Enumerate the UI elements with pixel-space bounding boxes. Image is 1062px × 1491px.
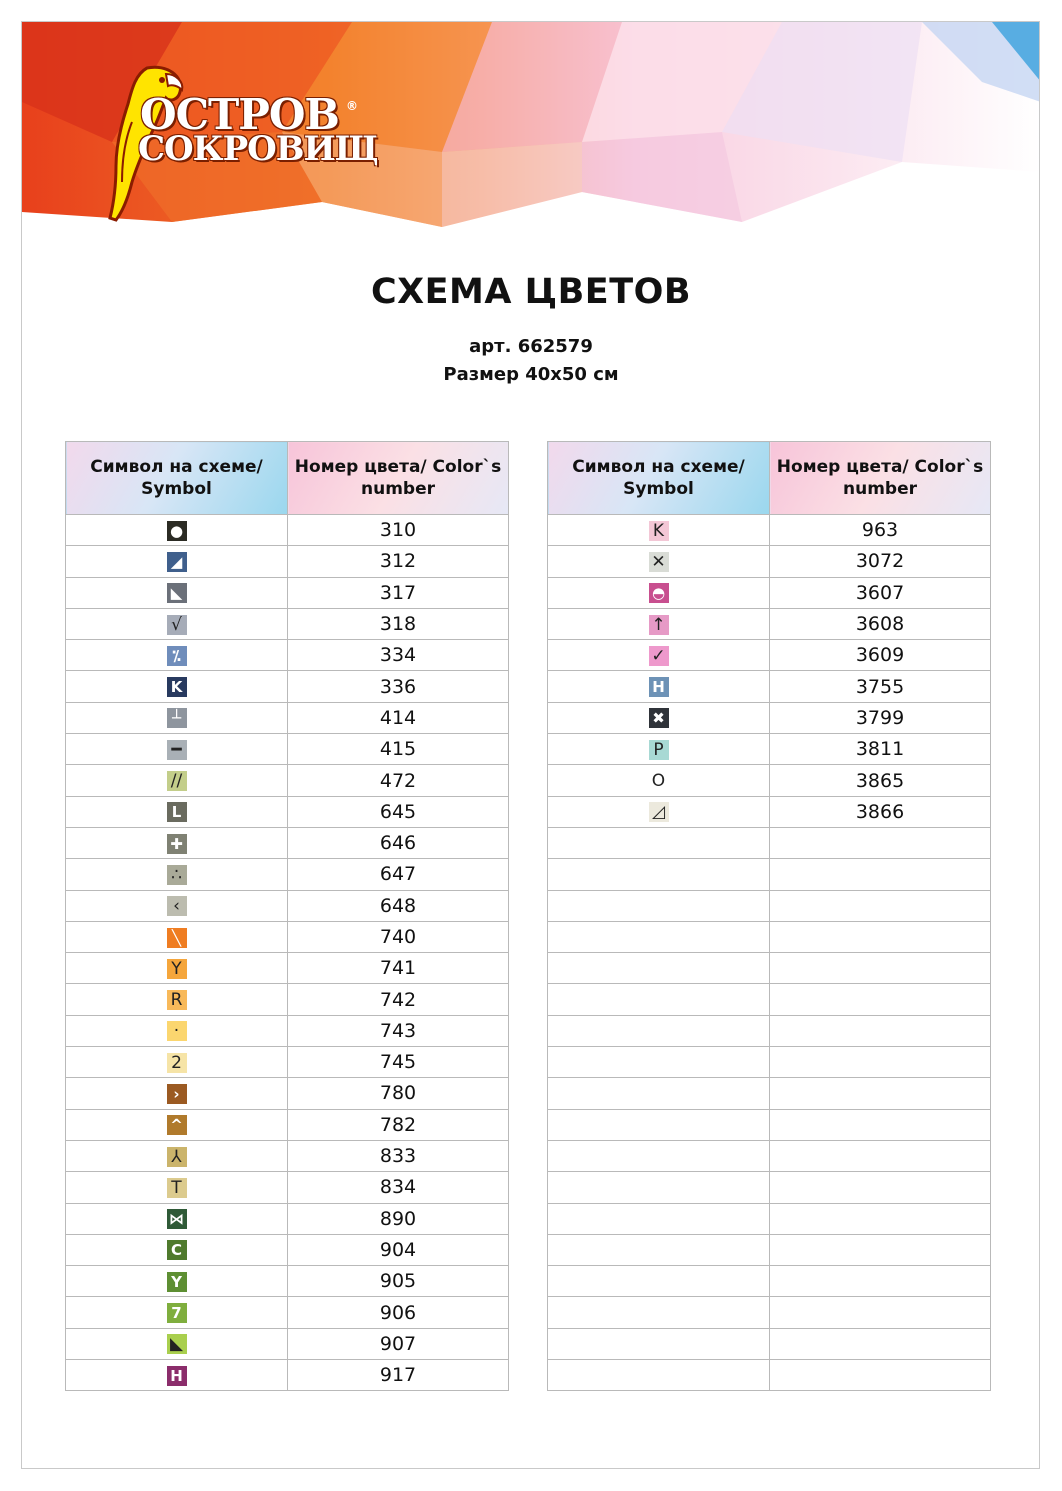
empty-cell bbox=[770, 984, 991, 1015]
symbol-cell bbox=[548, 640, 770, 671]
color-number: 740 bbox=[288, 921, 509, 952]
color-number: 907 bbox=[288, 1328, 509, 1359]
table-row bbox=[548, 734, 991, 765]
symbol-swatch: ✕ bbox=[649, 552, 669, 572]
color-number: 906 bbox=[288, 1297, 509, 1328]
empty-row bbox=[548, 1109, 991, 1140]
empty-cell bbox=[770, 1047, 991, 1078]
table-row bbox=[66, 1109, 509, 1140]
table-row bbox=[66, 546, 509, 577]
table-row bbox=[548, 640, 991, 671]
empty-row bbox=[548, 921, 991, 952]
color-number: 310 bbox=[288, 515, 509, 546]
symbol-swatch: ◓ bbox=[649, 583, 669, 603]
color-number: 472 bbox=[288, 765, 509, 796]
empty-cell bbox=[770, 1203, 991, 1234]
empty-cell bbox=[548, 859, 770, 890]
color-number: 890 bbox=[288, 1203, 509, 1234]
empty-row bbox=[548, 1015, 991, 1046]
empty-cell bbox=[548, 1328, 770, 1359]
color-number: 647 bbox=[288, 859, 509, 890]
empty-cell bbox=[548, 1015, 770, 1046]
symbol-swatch: ◣ bbox=[167, 583, 187, 603]
symbol-cell bbox=[548, 546, 770, 577]
symbol-cell bbox=[66, 671, 288, 702]
table-row bbox=[66, 921, 509, 952]
table-row bbox=[66, 1203, 509, 1234]
empty-cell bbox=[548, 890, 770, 921]
color-number: 414 bbox=[288, 702, 509, 733]
empty-cell bbox=[770, 921, 991, 952]
color-number: 780 bbox=[288, 1078, 509, 1109]
symbol-cell bbox=[66, 1140, 288, 1171]
brand-logo bbox=[138, 90, 378, 169]
table-row bbox=[66, 734, 509, 765]
symbol-cell bbox=[66, 515, 288, 546]
color-number: 415 bbox=[288, 734, 509, 765]
color-number: 3755 bbox=[770, 671, 991, 702]
table-row bbox=[66, 1140, 509, 1171]
empty-cell bbox=[548, 1140, 770, 1171]
table-row bbox=[66, 1047, 509, 1078]
article-number: арт. 662579 bbox=[469, 336, 593, 357]
empty-cell bbox=[548, 1203, 770, 1234]
empty-cell bbox=[548, 953, 770, 984]
symbol-swatch: ⅄ bbox=[167, 1147, 187, 1167]
empty-cell bbox=[770, 1109, 991, 1140]
table-row bbox=[548, 702, 991, 733]
symbol-swatch: ● bbox=[167, 521, 187, 541]
symbol-swatch: Y bbox=[167, 1272, 187, 1292]
table-row bbox=[66, 515, 509, 546]
color-number: 833 bbox=[288, 1140, 509, 1171]
symbol-swatch: H bbox=[167, 1366, 187, 1386]
empty-cell bbox=[770, 890, 991, 921]
color-number: 782 bbox=[288, 1109, 509, 1140]
color-number: 741 bbox=[288, 953, 509, 984]
symbol-swatch: ✓ bbox=[649, 646, 669, 666]
color-number: 917 bbox=[288, 1360, 509, 1391]
symbol-swatch: O bbox=[649, 771, 669, 791]
table-header-row bbox=[66, 442, 509, 515]
empty-cell bbox=[770, 1297, 991, 1328]
symbol-swatch: ━ bbox=[167, 740, 187, 760]
table-row bbox=[66, 1234, 509, 1265]
empty-cell bbox=[770, 1140, 991, 1171]
page-title: СХЕМА ЦВЕТОВ bbox=[370, 272, 692, 312]
symbol-cell bbox=[548, 796, 770, 827]
table-header-row bbox=[548, 442, 991, 515]
table-row bbox=[548, 515, 991, 546]
table-row bbox=[66, 577, 509, 608]
symbol-swatch: 2 bbox=[167, 1053, 187, 1073]
symbol-cell bbox=[66, 546, 288, 577]
color-number: 745 bbox=[288, 1047, 509, 1078]
symbol-swatch: ┴ bbox=[167, 708, 187, 728]
empty-row bbox=[548, 1172, 991, 1203]
symbol-swatch: L bbox=[167, 802, 187, 822]
symbol-cell bbox=[66, 734, 288, 765]
color-number: 3608 bbox=[770, 608, 991, 639]
color-table-right bbox=[547, 441, 991, 1391]
symbol-swatch: H bbox=[649, 677, 669, 697]
table-row bbox=[548, 608, 991, 639]
empty-cell bbox=[770, 1172, 991, 1203]
empty-row bbox=[548, 1360, 991, 1391]
symbol-cell bbox=[66, 1078, 288, 1109]
empty-row bbox=[548, 890, 991, 921]
symbol-cell bbox=[66, 765, 288, 796]
table-row bbox=[66, 640, 509, 671]
symbol-swatch: T bbox=[167, 1178, 187, 1198]
color-table-left bbox=[65, 441, 509, 1391]
header-number: Номер цвета/ Color`s number bbox=[288, 442, 509, 515]
symbol-cell bbox=[66, 1297, 288, 1328]
symbol-cell bbox=[66, 1360, 288, 1391]
symbol-swatch: K bbox=[167, 677, 187, 697]
table-row bbox=[66, 608, 509, 639]
symbol-swatch: C bbox=[167, 1240, 187, 1260]
symbol-swatch: 7 bbox=[167, 1303, 187, 1323]
color-number: 742 bbox=[288, 984, 509, 1015]
empty-cell bbox=[548, 827, 770, 858]
empty-cell bbox=[548, 984, 770, 1015]
symbol-swatch: › bbox=[167, 1084, 187, 1104]
empty-cell bbox=[548, 1078, 770, 1109]
table-row bbox=[548, 546, 991, 577]
symbol-swatch: ↑ bbox=[649, 615, 669, 635]
symbol-swatch: ◣ bbox=[167, 1334, 187, 1354]
symbol-cell bbox=[66, 577, 288, 608]
table-row bbox=[66, 1172, 509, 1203]
color-number: 645 bbox=[288, 796, 509, 827]
color-number: 336 bbox=[288, 671, 509, 702]
symbol-cell bbox=[548, 765, 770, 796]
color-number: 963 bbox=[770, 515, 991, 546]
empty-cell bbox=[770, 827, 991, 858]
symbol-swatch: // bbox=[167, 771, 187, 791]
table-row bbox=[66, 1328, 509, 1359]
empty-cell bbox=[548, 1234, 770, 1265]
symbol-swatch: Y bbox=[167, 959, 187, 979]
color-number: 3811 bbox=[770, 734, 991, 765]
symbol-swatch: ∴ bbox=[167, 865, 187, 885]
symbol-cell bbox=[66, 859, 288, 890]
symbol-cell bbox=[66, 953, 288, 984]
table-row bbox=[548, 577, 991, 608]
empty-cell bbox=[770, 1015, 991, 1046]
table-row bbox=[548, 765, 991, 796]
brand-line-2: СОКРОВИЩ bbox=[138, 129, 378, 169]
color-number: 904 bbox=[288, 1234, 509, 1265]
empty-cell bbox=[770, 1360, 991, 1391]
color-number: 834 bbox=[288, 1172, 509, 1203]
color-number: 3799 bbox=[770, 702, 991, 733]
empty-cell bbox=[770, 1266, 991, 1297]
table-row bbox=[66, 765, 509, 796]
empty-row bbox=[548, 827, 991, 858]
color-number: 646 bbox=[288, 827, 509, 858]
empty-row bbox=[548, 1047, 991, 1078]
empty-cell bbox=[770, 1328, 991, 1359]
table-row bbox=[66, 859, 509, 890]
empty-cell bbox=[548, 1109, 770, 1140]
symbol-cell bbox=[66, 1203, 288, 1234]
symbol-swatch: ✚ bbox=[167, 834, 187, 854]
color-number: 334 bbox=[288, 640, 509, 671]
table-row bbox=[66, 671, 509, 702]
symbol-cell bbox=[66, 827, 288, 858]
symbol-cell bbox=[548, 515, 770, 546]
symbol-cell bbox=[66, 1172, 288, 1203]
symbol-swatch: R bbox=[167, 990, 187, 1010]
color-number: 3866 bbox=[770, 796, 991, 827]
symbol-swatch: ✖ bbox=[649, 708, 669, 728]
empty-cell bbox=[548, 1172, 770, 1203]
symbol-swatch: ╲ bbox=[167, 928, 187, 948]
empty-cell bbox=[548, 1266, 770, 1297]
registered-mark: ® bbox=[346, 99, 357, 113]
header-number: Номер цвета/ Color`s number bbox=[770, 442, 991, 515]
color-number: 3072 bbox=[770, 546, 991, 577]
empty-row bbox=[548, 984, 991, 1015]
table-row bbox=[66, 1360, 509, 1391]
symbol-cell bbox=[66, 1015, 288, 1046]
symbol-cell bbox=[548, 702, 770, 733]
symbol-swatch: ⁒ bbox=[167, 646, 187, 666]
symbol-swatch: ◿ bbox=[649, 802, 669, 822]
empty-cell bbox=[548, 1360, 770, 1391]
symbol-swatch: · bbox=[167, 1021, 187, 1041]
canvas-size: Размер 40х50 см bbox=[443, 364, 619, 385]
table-row bbox=[66, 984, 509, 1015]
symbol-swatch: ^ bbox=[167, 1115, 187, 1135]
empty-row bbox=[548, 1234, 991, 1265]
symbol-cell bbox=[66, 890, 288, 921]
table-row bbox=[66, 1297, 509, 1328]
symbol-cell bbox=[548, 734, 770, 765]
symbol-cell bbox=[66, 640, 288, 671]
color-number: 3865 bbox=[770, 765, 991, 796]
table-row bbox=[66, 827, 509, 858]
table-row bbox=[66, 953, 509, 984]
symbol-cell bbox=[66, 1266, 288, 1297]
symbol-cell bbox=[548, 577, 770, 608]
table-row bbox=[66, 702, 509, 733]
table-row bbox=[66, 1078, 509, 1109]
symbol-cell bbox=[548, 671, 770, 702]
empty-row bbox=[548, 953, 991, 984]
empty-cell bbox=[770, 1234, 991, 1265]
empty-row bbox=[548, 1328, 991, 1359]
empty-cell bbox=[770, 859, 991, 890]
table-row bbox=[548, 796, 991, 827]
table-row bbox=[66, 1266, 509, 1297]
symbol-swatch: P bbox=[649, 740, 669, 760]
empty-cell bbox=[548, 1047, 770, 1078]
symbol-cell bbox=[66, 1328, 288, 1359]
symbol-cell bbox=[66, 984, 288, 1015]
color-number: 648 bbox=[288, 890, 509, 921]
symbol-cell bbox=[66, 796, 288, 827]
symbol-cell bbox=[66, 1047, 288, 1078]
symbol-swatch: K bbox=[649, 521, 669, 541]
empty-cell bbox=[548, 1297, 770, 1328]
empty-row bbox=[548, 1203, 991, 1234]
table-row bbox=[66, 796, 509, 827]
color-number: 905 bbox=[288, 1266, 509, 1297]
empty-row bbox=[548, 1266, 991, 1297]
symbol-swatch: ‹ bbox=[167, 896, 187, 916]
symbol-cell bbox=[66, 1234, 288, 1265]
color-number: 743 bbox=[288, 1015, 509, 1046]
empty-row bbox=[548, 1297, 991, 1328]
brand-line-1: ОСТРОВ bbox=[140, 90, 339, 139]
header-symbol: Символ на схеме/ Symbol bbox=[66, 442, 288, 515]
empty-row bbox=[548, 1140, 991, 1171]
symbol-cell bbox=[66, 921, 288, 952]
empty-cell bbox=[770, 953, 991, 984]
symbol-cell bbox=[66, 608, 288, 639]
color-number: 318 bbox=[288, 608, 509, 639]
table-row bbox=[66, 1015, 509, 1046]
symbol-cell bbox=[66, 702, 288, 733]
empty-row bbox=[548, 1078, 991, 1109]
symbol-swatch: √ bbox=[167, 615, 187, 635]
symbol-swatch: ◢ bbox=[167, 552, 187, 572]
empty-cell bbox=[548, 921, 770, 952]
table-row bbox=[548, 671, 991, 702]
table-row bbox=[66, 890, 509, 921]
color-number: 3609 bbox=[770, 640, 991, 671]
color-number: 317 bbox=[288, 577, 509, 608]
symbol-swatch: ⋈ bbox=[167, 1209, 187, 1229]
header-symbol: Символ на схеме/ Symbol bbox=[548, 442, 770, 515]
color-number: 312 bbox=[288, 546, 509, 577]
color-number: 3607 bbox=[770, 577, 991, 608]
empty-row bbox=[548, 859, 991, 890]
symbol-cell bbox=[548, 608, 770, 639]
symbol-cell bbox=[66, 1109, 288, 1140]
empty-cell bbox=[770, 1078, 991, 1109]
